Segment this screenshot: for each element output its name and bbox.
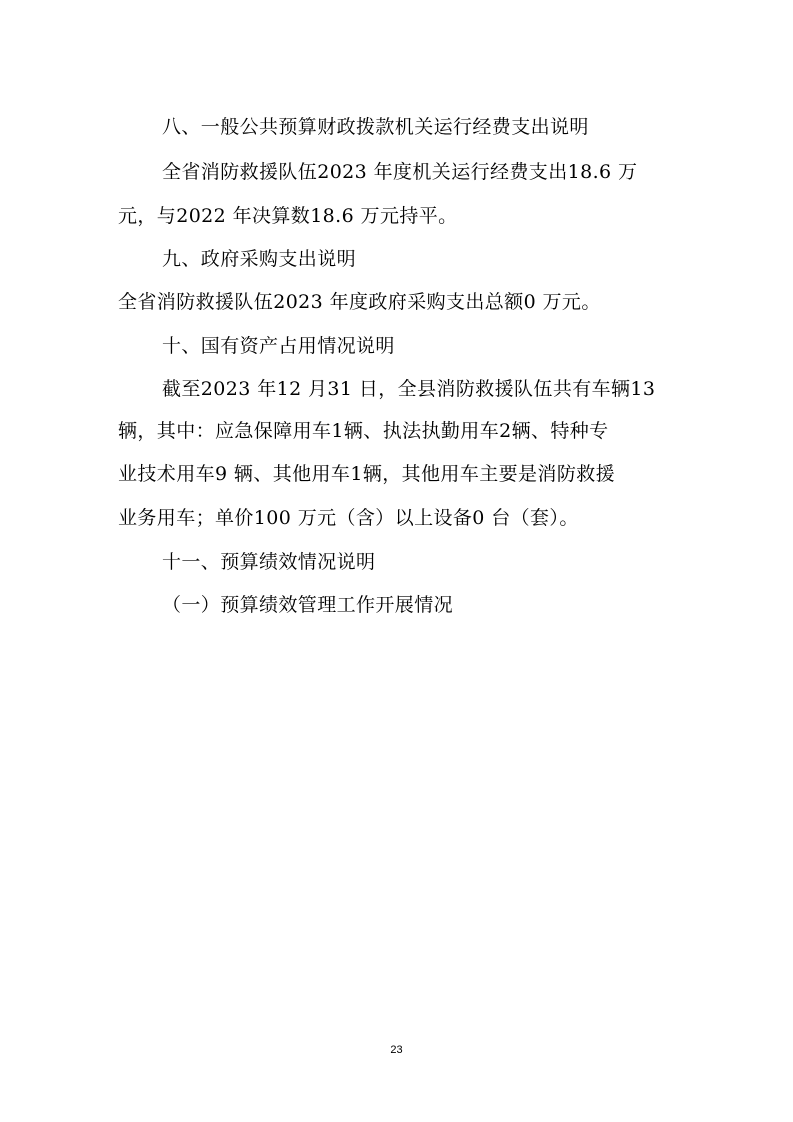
page-number: 23 — [390, 1044, 403, 1056]
section-heading-9: 九、政府采购支出说明 — [162, 248, 357, 270]
body-text-line: 全省消防救援队伍2023 年度机关运行经费支出18.6 万 — [162, 161, 638, 183]
subsection-heading: （一）预算绩效管理工作开展情况 — [162, 594, 454, 616]
body-text-line: 截至2023 年12 月31 日，全县消防救援队伍共有车辆13 — [162, 378, 656, 400]
body-text-line: 元，与2022 年决算数18.6 万元持平。 — [118, 205, 458, 227]
section-heading-10: 十、国有资产占用情况说明 — [162, 335, 395, 357]
section-heading-11: 十一、预算绩效情况说明 — [162, 551, 376, 573]
body-text-line: 业务用车；单价100 万元（含）以上设备0 台（套）。 — [118, 507, 579, 529]
body-text-line: 全省消防救援队伍2023 年度政府采购支出总额0 万元。 — [118, 291, 601, 313]
body-text-line: 辆，其中：应急保障用车1辆、执法执勤用车2辆、特种专 — [118, 420, 609, 442]
body-text-line: 业技术用车9 辆、其他用车1辆，其他用车主要是消防救援 — [118, 463, 616, 485]
section-heading-8: 八、一般公共预算财政拨款机关运行经费支出说明 — [162, 116, 589, 138]
